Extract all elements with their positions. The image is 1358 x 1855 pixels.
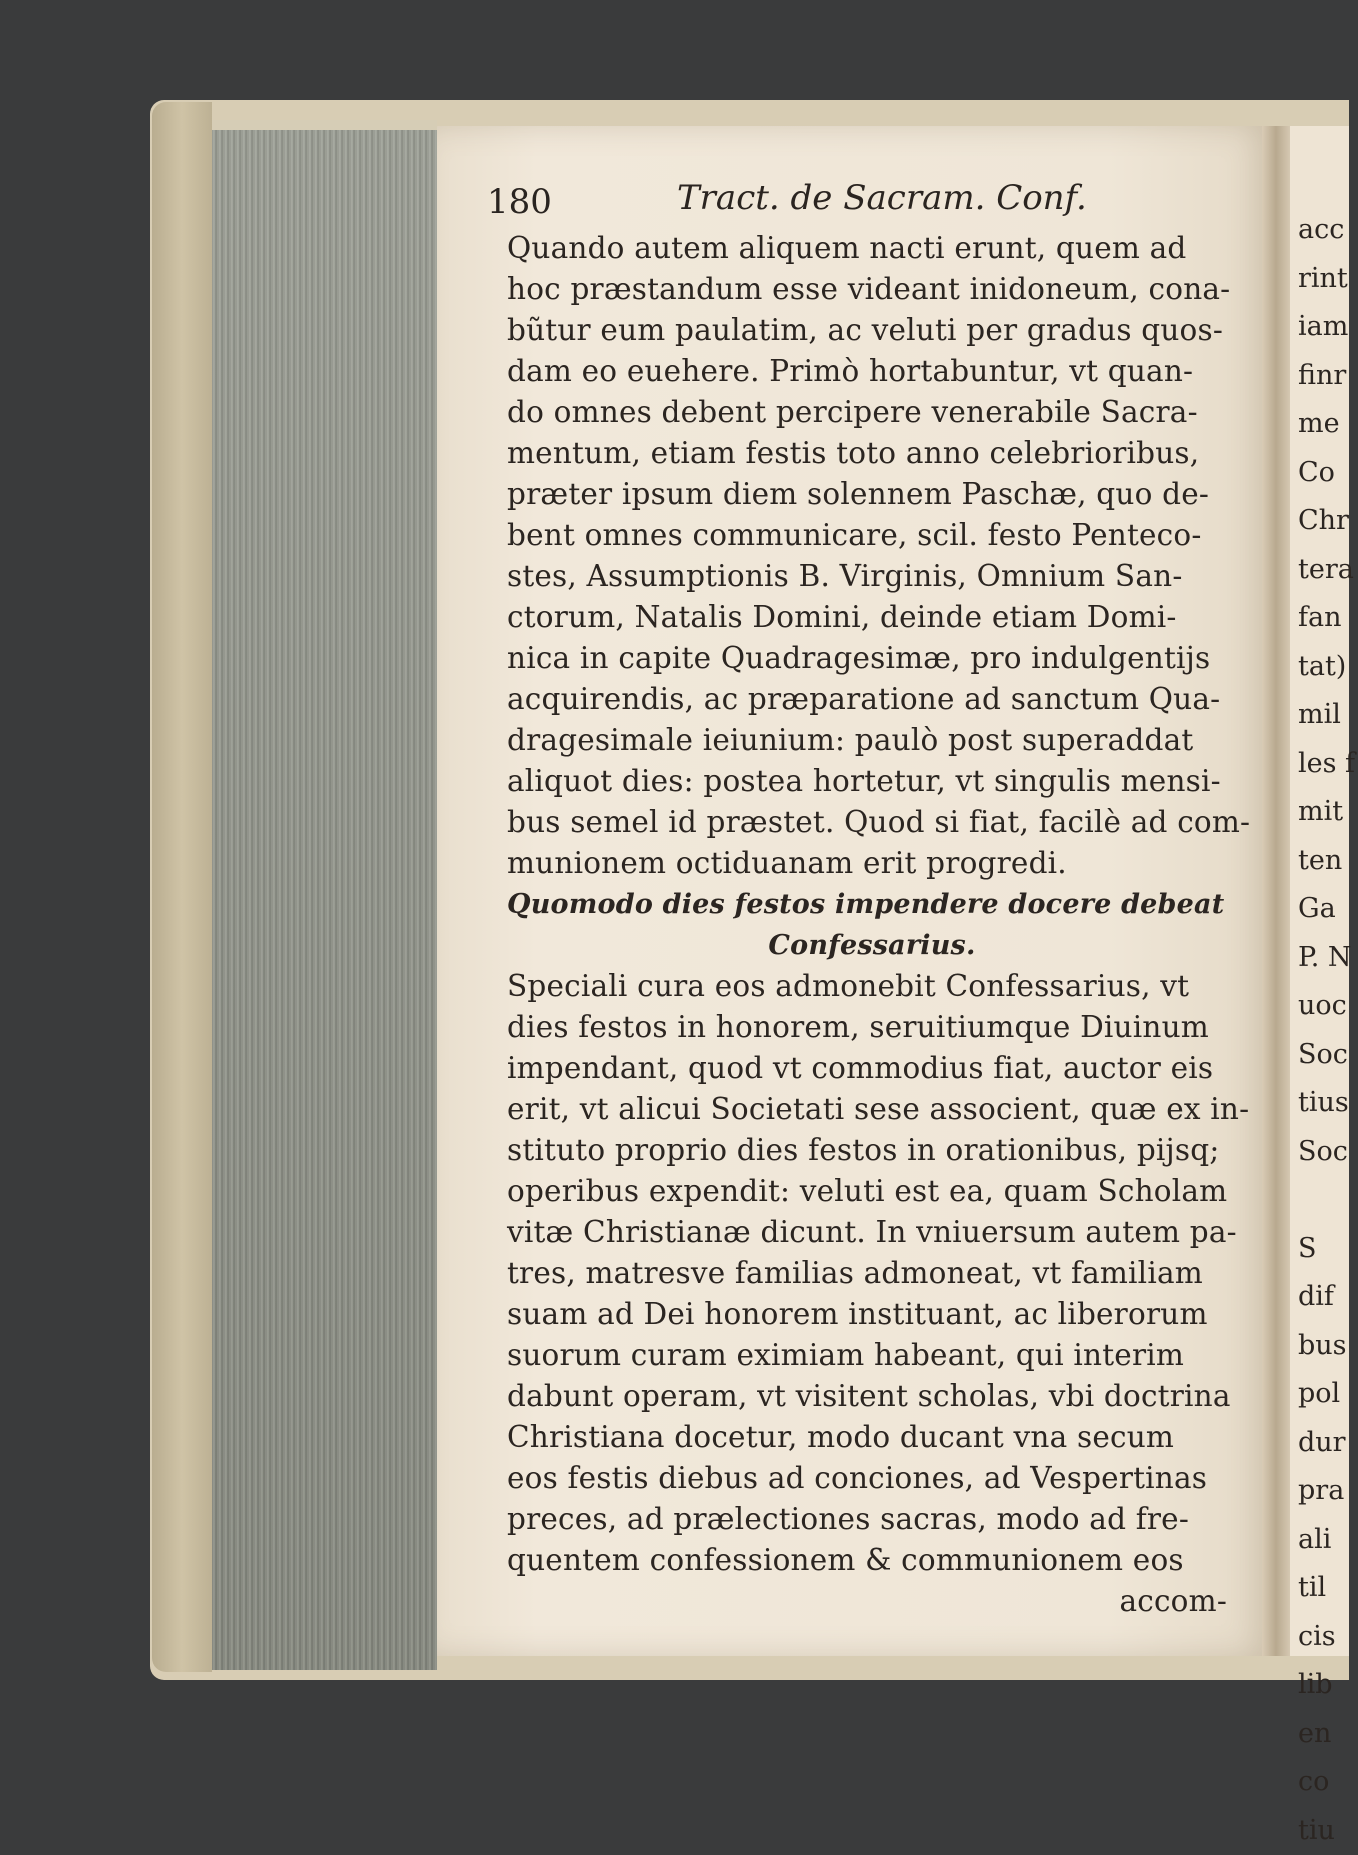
running-title: Tract. de Sacram. Conf. (677, 178, 1087, 218)
text-line: stituto proprio dies festos in orationibus, pijsq; (507, 1130, 1237, 1171)
running-head (487, 178, 1207, 228)
catchword: accom- (507, 1581, 1237, 1622)
fragment: me (1298, 400, 1358, 449)
fragment (1298, 1176, 1358, 1225)
fragment: Ga (1298, 885, 1358, 934)
fragment: rint (1298, 255, 1358, 304)
fragment: Soc (1298, 1128, 1358, 1177)
fragment: pra (1298, 1467, 1358, 1516)
fragment: tiu (1298, 1807, 1358, 1855)
text-line: tres, matresve familias admoneat, vt familiam (507, 1253, 1237, 1294)
text-line: præter ipsum diem solennem Paschæ, quo de- (507, 474, 1237, 515)
fragment: tera (1298, 546, 1358, 595)
fragment: Chr (1298, 497, 1358, 546)
fragment: acc (1298, 206, 1358, 255)
fragment: S (1298, 1225, 1358, 1274)
gutter (1262, 126, 1290, 1656)
text-line: mentum, etiam festis toto anno celebrioribus, (507, 433, 1237, 474)
text-line: Quando autem aliquem nacti erunt, quem ad (507, 228, 1237, 269)
text-line: eos festis diebus ad conciones, ad Vespertinas (507, 1458, 1237, 1499)
fragment: tat) (1298, 643, 1358, 692)
text-line: acquirendis, ac præparatione ad sanctum Qua- (507, 679, 1237, 720)
fragment: les f (1298, 740, 1358, 789)
text-line: bũtur eum paulatim, ac veluti per gradus quos- (507, 310, 1237, 351)
text-line: ctorum, Natalis Domini, deinde etiam Domi- (507, 597, 1237, 638)
fragment: mit (1298, 788, 1358, 837)
text-line: dies festos in honorem, seruitiumque Diuinum (507, 1007, 1237, 1048)
section-heading: Quomodo dies festos impendere docere debeat (507, 884, 1237, 925)
facing-page-fragments (1298, 206, 1358, 1855)
fragment: bus (1298, 1322, 1358, 1371)
page-number: 180 (487, 182, 552, 222)
fragment: til (1298, 1564, 1358, 1613)
text-line: bus semel id præstet. Quod si fiat, facilè ad com- (507, 802, 1237, 843)
text-line: vitæ Christianæ dicunt. In vniuersum autem pa- (507, 1212, 1237, 1253)
text-line: Christiana docetur, modo ducant vna secum (507, 1417, 1237, 1458)
fragment: finr (1298, 352, 1358, 401)
text-line: preces, ad prælectiones sacras, modo ad fre- (507, 1499, 1237, 1540)
page-text (507, 228, 1237, 1622)
section-heading: Confessarius. (507, 925, 1237, 966)
text-line: dam eo euehere. Primò hortabuntur, vt quan- (507, 351, 1237, 392)
fragment: en (1298, 1710, 1358, 1759)
text-line: bent omnes communicare, scil. festo Penteco- (507, 515, 1237, 556)
page-edges (212, 120, 437, 1670)
fragment: ali (1298, 1516, 1358, 1565)
fragment: Soc (1298, 1031, 1358, 1080)
fragment: uoc (1298, 982, 1358, 1031)
fragment: cis (1298, 1613, 1358, 1662)
fragment: iam (1298, 303, 1358, 352)
cover-edge (152, 102, 212, 1672)
text-line: stes, Assumptionis B. Virginis, Omnium San- (507, 556, 1237, 597)
fragment: co (1298, 1758, 1358, 1807)
text-line: impendant, quod vt commodius fiat, auctor eis (507, 1048, 1237, 1089)
text-line: erit, vt alicui Societati sese associent, quæ ex in- (507, 1089, 1237, 1130)
fragment: pol (1298, 1370, 1358, 1419)
text-line: suorum curam eximiam habeant, qui interim (507, 1335, 1237, 1376)
fragment: lib (1298, 1661, 1358, 1710)
fragment: ten (1298, 837, 1358, 886)
fragment: P. N (1298, 934, 1358, 983)
text-line: dabunt operam, vt visitent scholas, vbi doctrina (507, 1376, 1237, 1417)
text-line: hoc præstandum esse videant inidoneum, cona- (507, 269, 1237, 310)
text-line: quentem confessionem & communionem eos (507, 1540, 1237, 1581)
text-line: nica in capite Quadragesimæ, pro indulgentijs (507, 638, 1237, 679)
text-line: suam ad Dei honorem instituant, ac liberorum (507, 1294, 1237, 1335)
fragment: mil (1298, 691, 1358, 740)
text-line: dragesimale ieiunium: paulò post superaddat (507, 720, 1237, 761)
text-line: operibus expendit: veluti est ea, quam Scholam (507, 1171, 1237, 1212)
fragment: fan (1298, 594, 1358, 643)
text-line: aliquot dies: postea hortetur, vt singulis mensi- (507, 761, 1237, 802)
fragment: dur (1298, 1419, 1358, 1468)
fragment: tius (1298, 1079, 1358, 1128)
text-line: Speciali cura eos admonebit Confessarius, vt (507, 966, 1237, 1007)
fragment: Co (1298, 449, 1358, 498)
text-line: munionem octiduanam erit progredi. (507, 843, 1237, 884)
fragment: dif (1298, 1273, 1358, 1322)
text-line: do omnes debent percipere venerabile Sacra- (507, 392, 1237, 433)
